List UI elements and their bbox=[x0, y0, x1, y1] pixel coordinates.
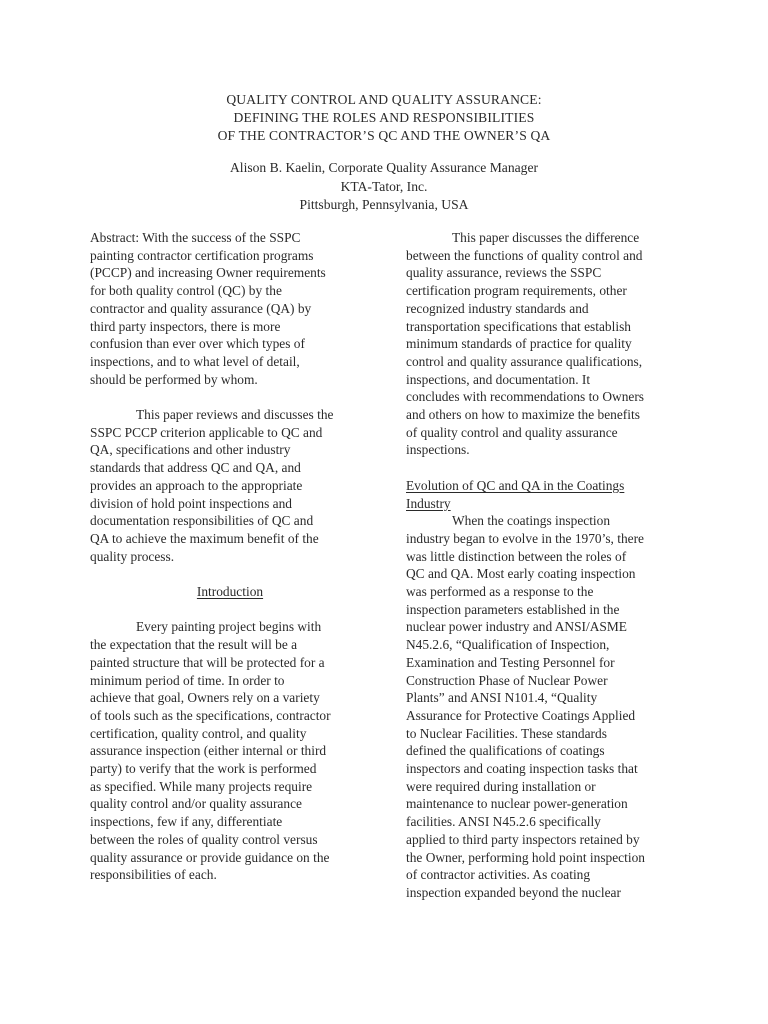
right-column bbox=[406, 229, 682, 902]
paragraph-gap bbox=[90, 388, 370, 406]
title-line: OF THE CONTRACTOR’S QC AND THE OWNER’S QA bbox=[217, 128, 551, 143]
left-column bbox=[90, 229, 370, 884]
review-paragraph: This paper reviews and discusses the SSPC PCCP criterion applicable to QC and QA, specifications and other industry standards that address QC and QA, and provides an approach to the appropriate division of hold point inspections and documentation responsibilities of QC and QA to achieve the maximum benefit of the quality process. bbox=[90, 407, 334, 564]
paper-title bbox=[0, 91, 768, 145]
author-organization: KTA-Tator, Inc. bbox=[340, 178, 428, 194]
abstract-paragraph: Abstract: With the success of the SSPC painting contractor certification programs (PCCP) and increasing Owner requirements for both quality control (QC) by the contractor and quality assurance (QA) by third party inspectors, there is more confusion than ever over which types of inspections, and to what level of detail, should be performed by whom. bbox=[90, 230, 326, 387]
introduction-paragraph: Every painting project begins with the expectation that the result will be a painted structure that will be protected for a minimum period of time. In order to achieve that goal, Owners rely on a variety of tools such as the specifications, contractor certification, quality control, and quality assurance inspection (either internal or third party) to verify that the work is performed as specified. While many projects require quality control and/or quality assurance inspections, few if any, differentiate between the roles of quality control versus quality assurance or provide guidance on the responsibilities of each. bbox=[90, 619, 331, 883]
evolution-heading-line-1: Evolution of QC and QA in the Coatings bbox=[406, 477, 625, 493]
paragraph-gap bbox=[90, 565, 370, 583]
introduction-heading: Introduction bbox=[196, 584, 264, 600]
evolution-paragraph-first-line: When the coatings inspection bbox=[452, 513, 611, 529]
author-location: Pittsburgh, Pennsylvania, USA bbox=[299, 197, 469, 212]
evolution-heading-line-2: Industry bbox=[406, 495, 451, 511]
evolution-paragraph: industry began to evolve in the 1970’s, there was little distinction between the roles of QC and QA. Most early coating inspection was performed as a response to the inspection parameters established in the nuclear power industry and ANSI/ASME N45.2.6, “Qualification of Inspection, Examination and Testing Personnel for Construction Phase of Nuclear Power Plants” and ANSI N101.4, “Quality Assurance for Protective Coatings Applied to Nuclear Facilities. These standards defined the qualifications of coatings inspectors and coating inspection tasks that were required during installation or maintenance to nuclear power-generation facilities. ANSI N45.2.6 specifically applied to third party inspectors retained by the Owner, performing hold point inspection of contractor activities. As coating inspection expanded beyond the nuclear bbox=[406, 530, 645, 900]
discussion-paragraph: This paper discusses the difference between the functions of quality control and quality assurance, reviews the SSPC certification program requirements, other recognized industry standards and transportation specifications that establish minimum standards of practice for quality control and quality assurance qualifications, inspections, and documentation. It concludes with recommendations to Owners and others on how to maximize the benefits of quality control and quality assurance inspections. bbox=[406, 230, 644, 458]
author-name: Alison B. Kaelin, Corporate Quality Assurance Manager bbox=[229, 160, 539, 175]
author-block bbox=[0, 159, 768, 215]
title-line: QUALITY CONTROL AND QUALITY ASSURANCE: bbox=[226, 92, 542, 107]
paragraph-gap bbox=[406, 459, 682, 477]
paragraph-gap bbox=[90, 601, 370, 619]
title-line: DEFINING THE ROLES AND RESPONSIBILITIES bbox=[233, 110, 535, 125]
